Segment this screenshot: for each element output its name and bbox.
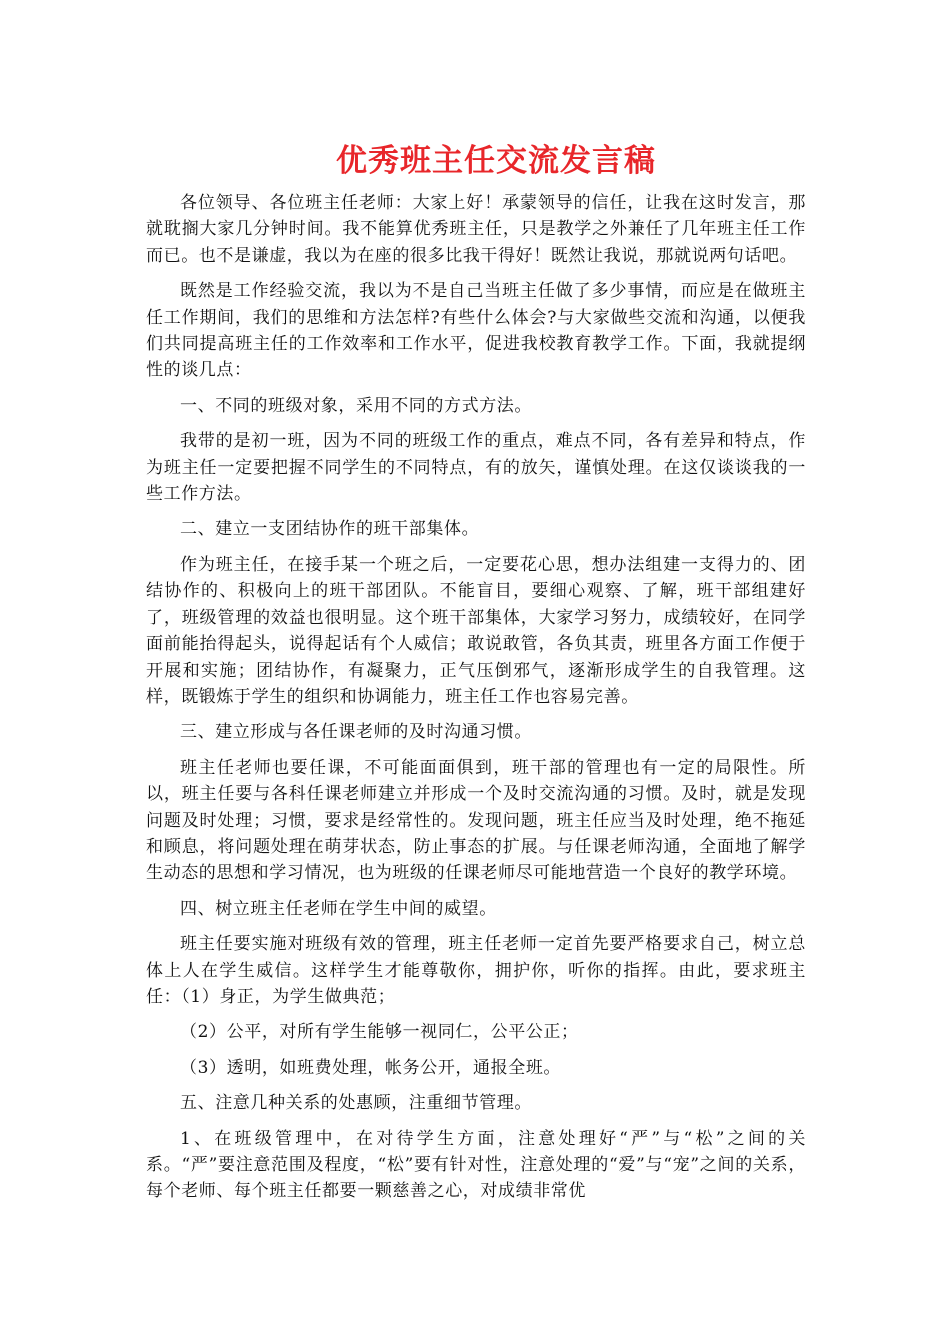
heading-section-4: 四、树立班主任老师在学生中间的威望。 [180,898,497,919]
paragraph-intro: 既然是工作经验交流，我以为不是自己当班主任做了多少事情，而应是在做班主任工作期间，我们的思维和方法怎样?有些什么体会?与大家做些交流和沟通，以便我们共同提高班主任的工作效率和工作水平，促进我校教育教学工作。下面，我就提纲性的谈几点： [146,281,806,381]
heading-section-5: 五、注意几种关系的处惠顾，注重细节管理。 [180,1093,532,1114]
paragraph-section-2: 作为班主任，在接手某一个班之后，一定要花心思，想办法组建一支得力的、团结协作的、积极向上的班干部团队。不能盲目，要细心观察、了解，班干部组建好了，班级管理的效益也很明显。这个班干部集体，大家学习努力，成绩较好，在同学面前能抬得起头，说得起话有个人威信；敢说敢管，各负其责，班里各方面工作便于开展和实施；团结协作，有凝聚力，正气压倒邪气，逐渐形成学生的自我管理。这样，既锻炼于学生的组织和协调能力，班主任工作也容易完善。 [146,554,806,707]
heading-section-3: 三、建立形成与各任课老师的及时沟通习惯。 [180,722,532,743]
document-page [146,138,806,1214]
heading-section-1: 一、不同的班级对象，采用不同的方式方法。 [180,395,532,416]
list-item-fairness: （2）公平，对所有学生能够一视同仁，公平公正； [180,1022,579,1043]
paragraph-section-1: 我带的是初一班，因为不同的班级工作的重点，难点不同，各有差异和特点，作为班主任一定要把握不同学生的不同特点，有的放矢，谨慎处理。在这仅谈谈我的一些工作方法。 [146,431,806,505]
list-item-transparency: （3）透明，如班费处理，帐务公开，通报全班。 [180,1057,562,1078]
document-body [146,190,806,1205]
paragraph-greeting: 各位领导、各位班主任老师：大家上好！承蒙领导的信任，让我在这时发言，那就耽搁大家几分钟时间。我不能算优秀班主任，只是教学之外兼任了几年班主任工作而已。也不是谦虚，我以为在座的很多比我干得好！既然让我说，那就说两句话吧。 [146,193,806,266]
paragraph-section-4: 班主任要实施对班级有效的管理，班主任老师一定首先要严格要求自己，树立总体上人在学生威信。这样学生才能尊敬你，拥护你，听你的指挥。由此，要求班主任：（1）身正，为学生做典范； [146,934,806,1007]
document-title: 优秀班主任交流发言稿 [336,143,656,179]
paragraph-section-5-item-1: 1、在班级管理中，在对待学生方面，注意处理好“严”与“松”之间的关系。“严”要注意范围及程度，“松”要有针对性，注意处理的“爱”与“宠”之间的关系，每个老师、每个班主任都要一颗慈善之心，对成绩非常优 [146,1128,806,1202]
paragraph-section-3: 班主任老师也要任课，不可能面面俱到，班干部的管理也有一定的局限性。所以，班主任要与各科任课老师建立并形成一个及时交流沟通的习惯。及时，就是发现问题及时处理；习惯，要求是经常性的。发现问题，班主任应当及时处理，绝不拖延和顾息，将问题处理在萌芽状态，防止事态的扩展。与任课老师沟通，全面地了解学生动态的思想和学习情况，也为班级的任课老师尽可能地营造一个良好的教学环境。 [146,757,806,884]
heading-section-2: 二、建立一支团结协作的班干部集体。 [180,519,480,540]
